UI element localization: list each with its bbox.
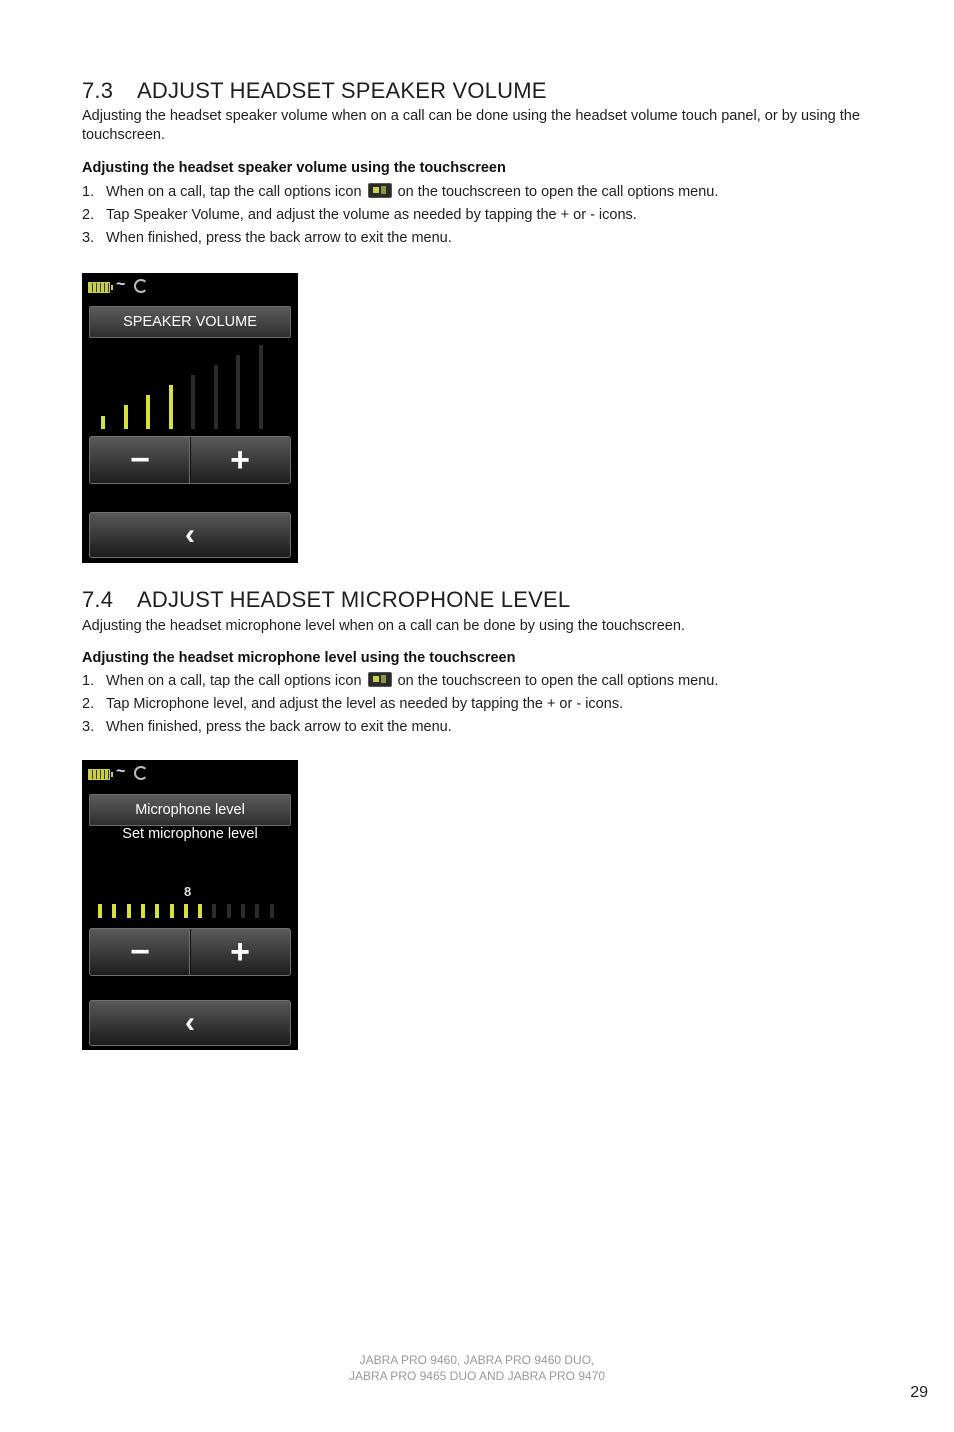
level-bar: [270, 904, 274, 918]
level-bar: [170, 904, 174, 918]
level-bar: [227, 904, 231, 918]
plus-button[interactable]: +: [189, 929, 290, 975]
screen-title: Microphone level: [89, 794, 291, 826]
section-number: 7.4: [82, 587, 114, 612]
call-options-icon: [368, 672, 392, 687]
footer-line-2: JABRA PRO 9465 DUO AND JABRA PRO 9470: [348, 1369, 606, 1383]
section-7-4-steps: [82, 671, 718, 740]
step-3: 3. When finished, press the back arrow to exit the menu.: [82, 719, 452, 735]
step-2: 2. Tap Microphone level, and adjust the level as needed by tapping the + or - icons.: [82, 696, 624, 712]
level-bars: [98, 902, 284, 918]
volume-bar: [124, 405, 128, 429]
battery-icon: [88, 282, 110, 293]
volume-bar: [236, 355, 240, 429]
section-7-4-subheading: Adjusting the headset microphone level using the touchscreen: [82, 650, 516, 666]
footer: [0, 1352, 954, 1384]
level-bar: [198, 904, 202, 918]
level-bar: [241, 904, 245, 918]
screen-subtitle: Set microphone level: [122, 826, 258, 842]
section-7-3-subheading: Adjusting the headset speaker volume using the touchscreen: [82, 160, 506, 176]
volume-bar: [101, 416, 105, 429]
volume-bar: [146, 395, 150, 429]
back-button[interactable]: ‹: [89, 1000, 291, 1046]
section-7-4-intro: Adjusting the headset microphone level when on a call can be done by using the touchscreen.: [82, 618, 685, 634]
section-title: ADJUST HEADSET SPEAKER VOLUME: [137, 78, 547, 103]
section-number: 7.3: [82, 78, 114, 103]
screen-title: SPEAKER VOLUME: [89, 306, 291, 338]
connection-icon: [134, 766, 148, 780]
page-number: 29: [910, 1384, 928, 1401]
audio-link-icon: ~: [116, 276, 126, 293]
battery-icon: [88, 769, 110, 780]
plus-button[interactable]: +: [189, 437, 290, 483]
minus-button[interactable]: −: [90, 437, 191, 483]
level-value: 8: [184, 884, 192, 899]
level-bar: [184, 904, 188, 918]
volume-bar: [214, 365, 218, 429]
level-button-row: [89, 928, 291, 976]
level-bar: [155, 904, 159, 918]
level-bar: [112, 904, 116, 918]
volume-bar: [191, 375, 195, 429]
section-title: ADJUST HEADSET MICROPHONE LEVEL: [137, 587, 571, 612]
section-7-4-heading: [82, 587, 570, 613]
speaker-volume-screen: [82, 273, 298, 563]
level-bar: [212, 904, 216, 918]
volume-bars: [99, 345, 279, 429]
call-options-icon: [368, 183, 392, 198]
minus-button[interactable]: −: [90, 929, 191, 975]
volume-bar: [169, 385, 173, 429]
back-button[interactable]: ‹: [89, 512, 291, 558]
level-bar: [127, 904, 131, 918]
section-7-3-heading: [82, 78, 547, 104]
microphone-level-screen: [82, 760, 298, 1050]
level-bar: [141, 904, 145, 918]
volume-button-row: [89, 436, 291, 484]
connection-icon: [134, 279, 148, 293]
level-bar: [255, 904, 259, 918]
step-3: 3. When finished, press the back arrow to exit the menu.: [82, 230, 452, 246]
step-1: 1. When on a call, tap the call options icon on the touchscreen to open the call options menu.: [82, 184, 719, 200]
level-bar: [98, 904, 102, 918]
footer-line-1: JABRA PRO 9460, JABRA PRO 9460 DUO,: [359, 1353, 595, 1367]
step-1: 1. When on a call, tap the call options icon on the touchscreen to open the call options menu.: [82, 673, 719, 689]
volume-bar: [259, 345, 263, 429]
section-7-3-intro: Adjusting the headset speaker volume when on a call can be done using the headset volume touch panel, or by using the touchscreen.: [82, 108, 860, 143]
audio-link-icon: ~: [116, 763, 126, 780]
section-7-3-steps: [82, 182, 718, 251]
step-2: 2. Tap Speaker Volume, and adjust the volume as needed by tapping the + or - icons.: [82, 207, 637, 223]
